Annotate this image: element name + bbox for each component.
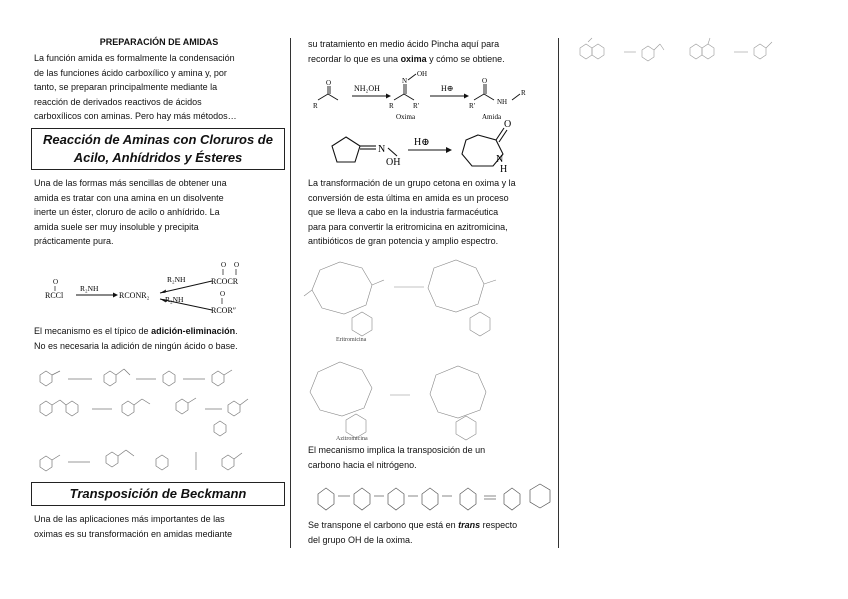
cyclic-oxime-n: N [378,144,386,155]
cyclic-acid-h-plus: H⊕ [414,137,430,148]
scheme-o-1: O [53,278,59,286]
azithromycin-label: Azitromicina [336,436,368,442]
oxime-n: N [402,77,408,85]
acid-h-plus: H⊕ [441,84,454,93]
amide-r: R [521,89,526,97]
reagent-nh2oh: NH₂OH [354,84,380,93]
rearrangement-paragraph: El mecanismo implica la transposición de un carbono hacia el nitrógeno. [308,445,486,470]
scheme-anhydride: RCOCR [211,277,239,286]
trans-paragraph: Se transpone el carbono que está en trans respecto del grupo OH de la oxima. [308,520,518,545]
amide-nh: NH [497,98,508,106]
cyclic-oxime-oh: OH [386,157,401,168]
lactam-n: N [496,154,504,165]
scheme-r2nh-a: R₂NH [167,275,186,284]
oxime-oh: OH [417,70,428,78]
ketone-r: R [313,102,318,110]
amide-label: Amida [482,113,502,121]
lactam-h: H [500,164,508,175]
scheme-o-4: O [220,290,226,298]
page-title: PREPARACIÓN DE AMIDAS [99,37,219,47]
acyl-paragraph: Una de las formas más sencillas de obtener una amida es tratar con una amina en un disolvente inerte un éster, cloruro de acilo o anhídrido. La amida suele ser muy insoluble y precipita prácticamente pura. [34,178,227,247]
section-heading-acyl-reaction: Reacción de Aminas con Cloruros de Acilo, Anhídridos y Ésteres [31,128,285,170]
scheme-r2nh-b: R₂NH [165,295,184,304]
scheme-rconr2: RCONR₂ [119,291,150,300]
scheme-r2nh-top: R₂NH [80,284,99,293]
scheme-ester: RCOR″ [211,306,237,315]
amide-rp: R′ [469,102,476,110]
oxime-intro: su tratamiento en medio ácido Pincha aquí para recordar lo que es una oxima y cómo se obtiene. [308,39,505,64]
oxime-r: R [389,102,394,110]
amide-o: O [482,77,488,85]
erythromycin-label: Eritromicina [336,337,367,343]
intro-paragraph: La función amida es formalmente la condensación de las funciones ácido carboxílico y amina y, por tanto, se preparan principalmente mediante la reacción de derivados reactivos de ácidos carboxílicos con aminas. Pero hay más métodos… [34,53,237,122]
pharma-paragraph: La transformación de un grupo cetona en oxima y la conversión de esta última en amida es un proceso que se lleva a cabo en la industria farmacéutica para para convertir la eritromicina en azitromicina, antibióticos de gran potencia y amplio espectro. [308,178,516,247]
section-heading-beckmann: Transposición de Beckmann [31,482,285,506]
ketone-o: O [326,79,332,87]
oxime-rp: R′ [413,102,420,110]
mechanism-paragraph: El mecanismo es el típico de adición-eliminación. No es necesaria la adición de ningún ácido o base. [34,326,238,351]
oxime-label: Oxima [396,113,416,121]
beckmann-paragraph: Una de las aplicaciones más importantes de las oximas es su transformación en amidas mediante [34,514,233,539]
scheme-o-3: O [234,261,240,269]
scheme-o-2: O [221,261,227,269]
lactam-o: O [504,119,512,130]
scheme-rccl: RCCl [45,291,64,300]
